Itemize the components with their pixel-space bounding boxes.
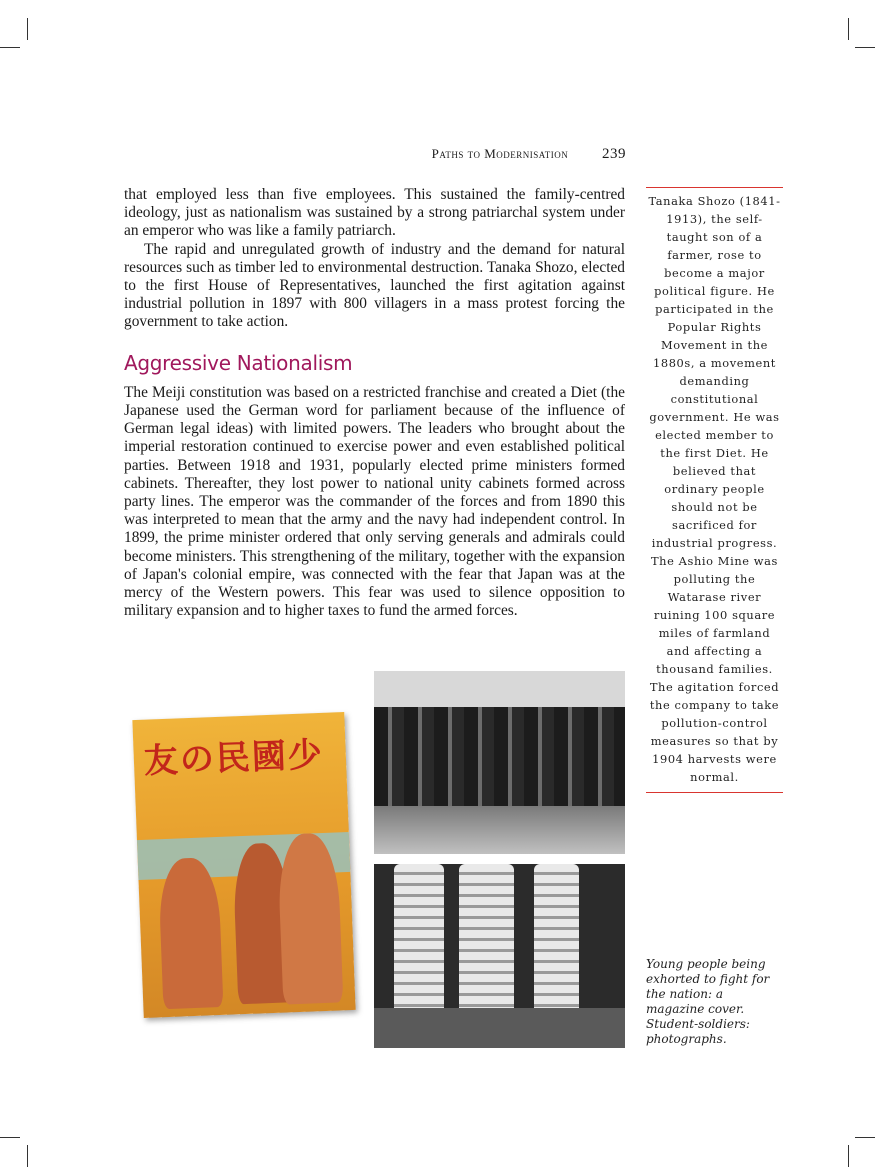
crop-mark [848, 18, 849, 40]
section-heading: Aggressive Nationalism [124, 350, 353, 375]
crop-mark [855, 47, 875, 48]
running-title: Paths to Modernisation [431, 146, 569, 161]
magazine-title: 友の民國少 [143, 734, 325, 782]
marching-soldiers-photo [374, 671, 625, 854]
crop-mark [27, 1145, 28, 1167]
crop-mark [848, 1145, 849, 1167]
main-text [124, 186, 625, 620]
photo-floor [374, 1008, 625, 1048]
body-paragraph: The Meiji constitution was based on a restricted franchise and created a Diet (the Japanese used the German word for parliament because of the influence of German legal ideas) with limited powers. The leaders who brought about the imperial restoration continued to exercise power and even established political parties. Between 1918 and 1931, popularly elected prime ministers formed cabinets. Thereafter, they lost power to national unity cabinets formed across party lines. The emperor was the commander of the forces and from 1890 this was interpreted to mean that the army and the navy had independent control. In 1899, the prime minister ordered that only serving generals and admirals could become ministers. This strengthening of the military, together with the expansion of Japan's colonial empire, was connected with the fear that Japan was at the mercy of the Western powers. This fear was used to silence opposition to military expansion and to higher taxes to fund the armed forces. [124, 383, 625, 620]
puttee-leg [534, 864, 579, 1014]
magazine-cover-image [132, 712, 355, 1018]
puttee-leg [459, 864, 514, 1014]
photo-ground [374, 806, 625, 854]
body-paragraph: that employed less than five employees. This sustained the family-centred ideology, just as nationalism was sustained by a strong patriarchal system under an emperor who was like a family patriarch. [124, 186, 625, 240]
photo-sky [374, 671, 625, 707]
page-number: 239 [602, 146, 626, 162]
body-paragraph: The rapid and unregulated growth of industry and the demand for natural resources such as timber led to environmental destruction. Tanaka Shozo, elected to the first House of Representatives, launched the first agitation against industrial pollution in 1897 with 800 villagers in a mass protest forcing the government to take action. [124, 240, 625, 331]
soldiers-legs-photo [374, 864, 625, 1048]
page-header [380, 146, 626, 163]
puttee-leg [394, 864, 444, 1014]
magazine-figure [158, 857, 224, 1009]
crop-mark [0, 1137, 20, 1138]
figure-caption: Young people being exhorted to fight for the nation: a magazine cover. Student-soldiers: photographs. [646, 957, 770, 1046]
sidebar-note: Tanaka Shozo (1841-1913), the self-taught son of a farmer, rose to become a major political figure. He participated in the Popular Rights Movement in the 1880s, a movement demanding constitutional government. He was elected member to the first Diet. He believed that ordinary people should not be sacrificed for industrial progress. The Ashio Mine was polluting the Watarase river ruining 100 square miles of farmland and affecting a thousand families. The agitation forced the company to take pollution-control measures so that by 1904 harvests were normal. [646, 187, 783, 793]
crop-mark [855, 1137, 875, 1138]
crop-mark [27, 18, 28, 40]
crop-mark [0, 47, 20, 48]
